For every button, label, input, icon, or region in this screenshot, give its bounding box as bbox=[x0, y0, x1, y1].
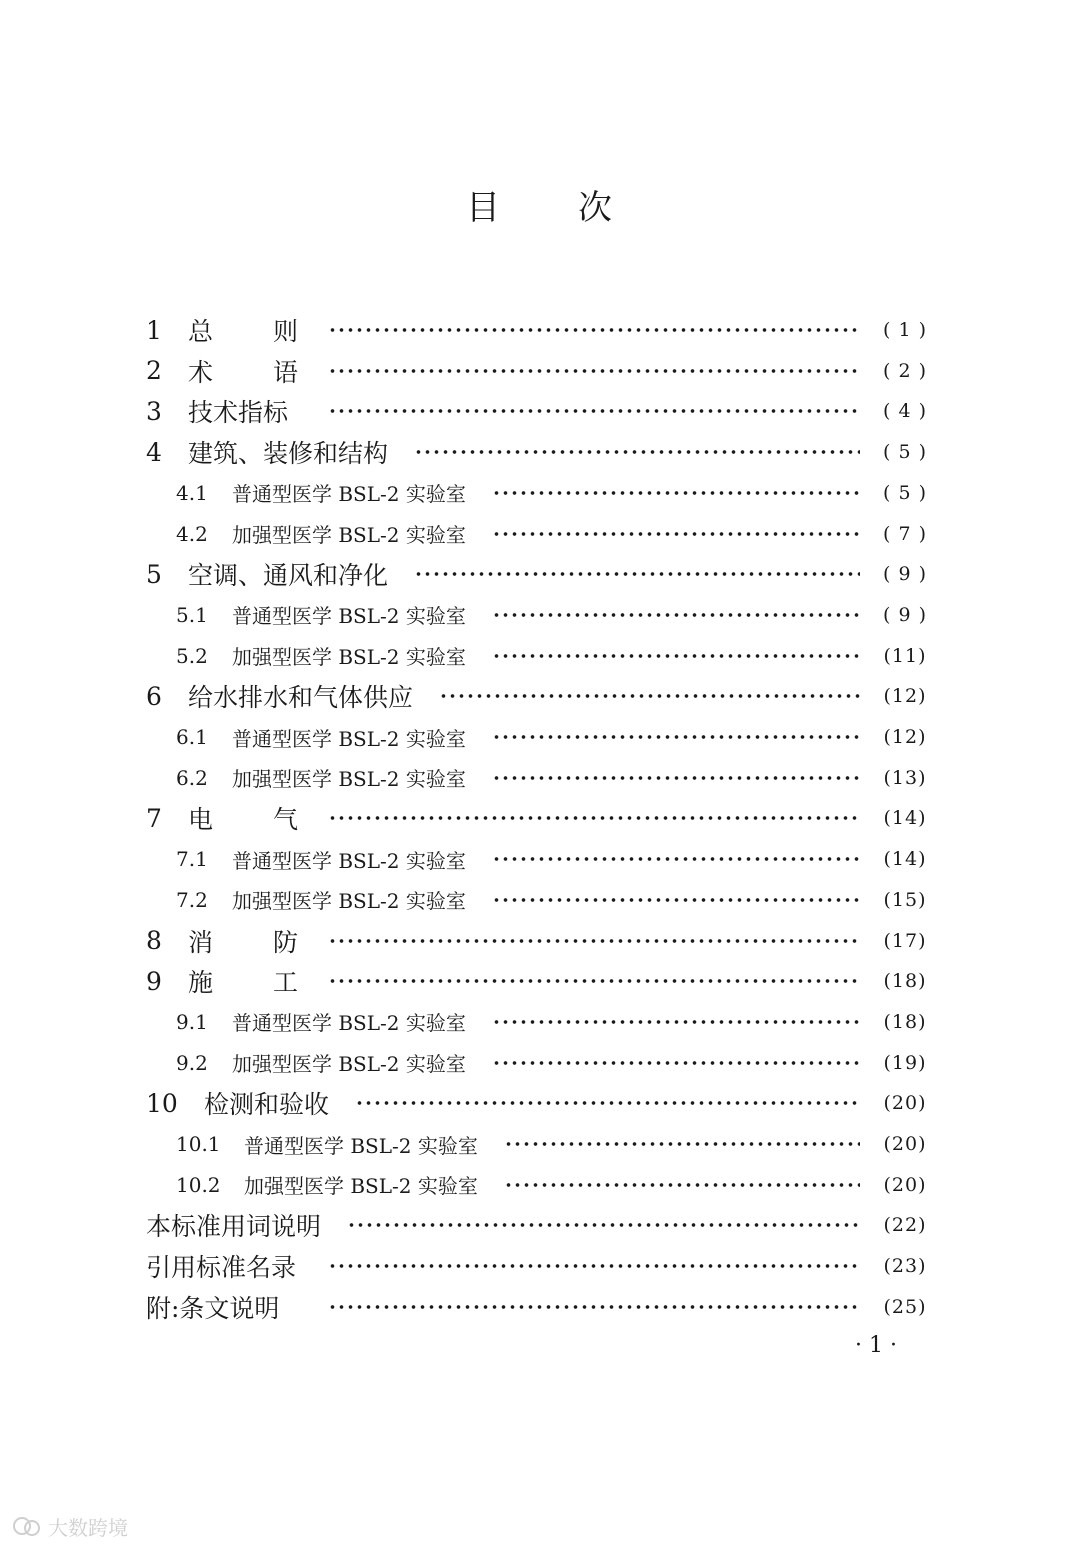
leader-dots bbox=[504, 1141, 860, 1147]
toc-title: 给水排水和气体供应 bbox=[188, 683, 414, 713]
leader-dots bbox=[328, 978, 860, 984]
toc-label bbox=[146, 353, 298, 389]
toc-number: 5 bbox=[146, 559, 162, 589]
toc-entry[interactable] bbox=[0, 961, 1080, 1001]
toc-number: 5.2 bbox=[176, 643, 208, 668]
toc-number: 6.2 bbox=[176, 765, 208, 790]
toc-page-number: (22) bbox=[883, 1214, 927, 1237]
toc-title: 加强型医学 BSL-2 实验室 bbox=[232, 1052, 466, 1077]
toc-title bbox=[188, 800, 298, 836]
leader-dots bbox=[492, 775, 860, 781]
toc-label bbox=[146, 678, 413, 714]
toc-title-char: 术 bbox=[188, 357, 214, 387]
toc-label bbox=[146, 800, 298, 836]
toc-title: 加强型医学 BSL-2 实验室 bbox=[232, 767, 466, 792]
toc-title-char: 总 bbox=[188, 317, 214, 346]
toc-label bbox=[176, 763, 466, 792]
toc-page-number: ( 9 ) bbox=[883, 563, 927, 586]
toc-page-number: ( 4 ) bbox=[883, 400, 927, 423]
toc-number: 6.1 bbox=[176, 725, 208, 749]
toc-number: 7.1 bbox=[176, 847, 208, 872]
leader-dots bbox=[328, 1304, 860, 1310]
toc-subentry[interactable] bbox=[0, 717, 1080, 757]
toc-page-number: (12) bbox=[883, 726, 927, 748]
page-number: · 1 · bbox=[855, 1333, 897, 1358]
leader-dots bbox=[492, 734, 860, 740]
toc-subentry[interactable] bbox=[0, 595, 1080, 635]
title-char-2: 次 bbox=[578, 188, 614, 228]
toc-label bbox=[146, 434, 388, 470]
leader-dots bbox=[328, 1263, 860, 1269]
toc-label bbox=[176, 641, 466, 670]
toc-title-char: 消 bbox=[188, 927, 214, 957]
leader-dots bbox=[492, 612, 860, 618]
toc-title-char: 防 bbox=[272, 927, 298, 957]
leader-dots bbox=[504, 1182, 860, 1188]
toc-label bbox=[176, 1130, 478, 1159]
toc-title: 加强型医学 BSL-2 实验室 bbox=[244, 1174, 478, 1199]
toc-entry[interactable] bbox=[0, 1083, 1080, 1123]
toc-label bbox=[146, 923, 298, 959]
toc-title-char: 语 bbox=[272, 357, 298, 387]
toc-subentry[interactable] bbox=[0, 1165, 1080, 1205]
toc-number: 2 bbox=[146, 356, 162, 386]
toc-subentry[interactable] bbox=[0, 473, 1080, 513]
toc-number: 3 bbox=[146, 396, 162, 426]
leader-dots bbox=[328, 327, 860, 333]
toc-label bbox=[176, 519, 466, 548]
toc-label bbox=[176, 885, 466, 914]
toc-title: 加强型医学 BSL-2 实验室 bbox=[232, 523, 466, 547]
leader-dots bbox=[492, 1060, 860, 1066]
toc-number: 8 bbox=[146, 926, 162, 955]
toc-label bbox=[146, 963, 298, 999]
toc-entry[interactable] bbox=[0, 310, 1080, 350]
wechat-logo-icon bbox=[12, 1516, 42, 1538]
toc-page-number: (18) bbox=[883, 1010, 927, 1033]
toc-subentry[interactable] bbox=[0, 514, 1080, 554]
toc-title-char: 则 bbox=[272, 317, 298, 346]
toc-number: 4.1 bbox=[176, 480, 208, 505]
toc-entry[interactable] bbox=[0, 676, 1080, 716]
toc-title: 空调、通风和净化 bbox=[188, 561, 389, 591]
toc-page-number: ( 9 ) bbox=[883, 603, 927, 626]
toc-number: 10 bbox=[146, 1088, 178, 1118]
toc-title: 普通型医学 BSL-2 实验室 bbox=[232, 726, 466, 751]
toc-entry[interactable] bbox=[0, 391, 1080, 431]
toc-entry[interactable] bbox=[0, 554, 1080, 594]
toc-label bbox=[146, 393, 288, 429]
toc-number: 5.1 bbox=[176, 602, 208, 627]
toc-page-number: (18) bbox=[883, 970, 927, 993]
toc-title bbox=[188, 963, 298, 999]
toc-page-number: (19) bbox=[883, 1051, 927, 1074]
toc-title: 普通型医学 BSL-2 实验室 bbox=[244, 1133, 478, 1158]
toc-page-number: (14) bbox=[883, 848, 927, 871]
leader-dots bbox=[492, 531, 860, 537]
toc-number: 9.1 bbox=[176, 1009, 208, 1034]
toc-page-number: (23) bbox=[883, 1255, 927, 1278]
title-char-1: 目 bbox=[466, 188, 502, 228]
leader-dots bbox=[492, 1019, 860, 1025]
toc-number: 6 bbox=[146, 681, 162, 711]
leader-dots bbox=[328, 368, 860, 374]
leader-dots bbox=[328, 938, 860, 944]
leader-dots bbox=[492, 653, 860, 659]
toc-entry[interactable] bbox=[0, 1246, 1080, 1286]
toc-title-char: 气 bbox=[272, 805, 298, 835]
toc-label bbox=[146, 1248, 296, 1284]
toc-number: 4 bbox=[146, 437, 162, 467]
toc-number: 1 bbox=[146, 315, 162, 345]
toc-page-number: (17) bbox=[883, 929, 927, 952]
toc-label bbox=[176, 600, 466, 629]
toc-page-number: (20) bbox=[883, 1133, 927, 1155]
toc-entry[interactable] bbox=[0, 432, 1080, 472]
toc-number: 7 bbox=[146, 803, 162, 833]
leader-dots bbox=[492, 897, 860, 903]
leader-dots bbox=[414, 449, 860, 455]
leader-dots bbox=[347, 1222, 860, 1228]
toc-number: 7.2 bbox=[176, 887, 208, 912]
toc-entry[interactable] bbox=[0, 351, 1080, 391]
toc-subentry[interactable] bbox=[0, 880, 1080, 920]
toc-title bbox=[188, 923, 298, 959]
toc-page-number: (13) bbox=[883, 766, 927, 789]
toc-title: 加强型医学 BSL-2 实验室 bbox=[232, 645, 466, 670]
toc-entry[interactable] bbox=[0, 1205, 1080, 1245]
toc-title-char: 电 bbox=[188, 805, 214, 835]
toc-title: 普通型医学 BSL-2 实验室 bbox=[232, 482, 466, 507]
toc-entry[interactable] bbox=[0, 798, 1080, 838]
leader-dots bbox=[492, 856, 860, 862]
toc-label bbox=[146, 556, 388, 592]
toc-title: 普通型医学 BSL-2 实验室 bbox=[232, 604, 466, 629]
toc-page-number: ( 2 ) bbox=[883, 359, 927, 382]
toc-subentry[interactable] bbox=[0, 636, 1080, 676]
toc-label bbox=[146, 1207, 321, 1243]
leader-dots bbox=[328, 408, 860, 414]
watermark-text: 大数跨境 bbox=[48, 1516, 128, 1540]
toc-number: 9.2 bbox=[176, 1050, 208, 1075]
toc-label bbox=[146, 312, 298, 348]
leader-dots bbox=[439, 693, 860, 699]
toc-page-number: ( 5 ) bbox=[883, 441, 927, 464]
toc-label bbox=[176, 845, 466, 874]
toc-subentry[interactable] bbox=[0, 839, 1080, 879]
toc-title: 附:条文说明 bbox=[146, 1293, 280, 1323]
toc-title-char: 工 bbox=[272, 968, 298, 998]
toc-title-char: 施 bbox=[188, 968, 214, 998]
toc-title bbox=[188, 353, 298, 389]
toc-title: 加强型医学 BSL-2 实验室 bbox=[232, 889, 466, 914]
leader-dots bbox=[355, 1100, 860, 1106]
toc-label bbox=[176, 1048, 466, 1077]
toc-title: 建筑、装修和结构 bbox=[188, 439, 389, 469]
toc-subentry[interactable] bbox=[0, 1043, 1080, 1083]
watermark bbox=[12, 1512, 128, 1541]
toc-title: 普通型医学 BSL-2 实验室 bbox=[232, 848, 466, 873]
toc-subentry[interactable] bbox=[0, 758, 1080, 798]
toc-subentry[interactable] bbox=[0, 1124, 1080, 1164]
toc-label bbox=[146, 1289, 279, 1325]
toc-number: 4.2 bbox=[176, 521, 208, 546]
toc-page-number: (15) bbox=[883, 888, 927, 911]
toc-page-number: (20) bbox=[883, 1092, 927, 1115]
toc-label bbox=[176, 1007, 466, 1036]
toc-title: 普通型医学 BSL-2 实验室 bbox=[232, 1011, 466, 1036]
leader-dots bbox=[414, 571, 860, 577]
toc-label bbox=[176, 1170, 478, 1199]
toc-page-number: ( 5 ) bbox=[883, 481, 927, 504]
toc-label bbox=[176, 478, 466, 507]
toc-page-number: (11) bbox=[883, 644, 927, 667]
leader-dots bbox=[328, 815, 860, 821]
toc-title: 技术指标 bbox=[188, 398, 289, 428]
toc-page-number: ( 7 ) bbox=[883, 522, 927, 545]
toc-entry[interactable] bbox=[0, 1287, 1080, 1327]
toc-label bbox=[146, 1085, 329, 1121]
toc-label bbox=[176, 723, 466, 752]
toc-page-number: (12) bbox=[883, 685, 927, 708]
toc-number: 9 bbox=[146, 966, 162, 996]
toc-page-number: (25) bbox=[883, 1295, 927, 1318]
toc-page-number: (14) bbox=[883, 807, 927, 830]
toc-number: 10.1 bbox=[176, 1132, 221, 1156]
toc-subentry[interactable] bbox=[0, 1002, 1080, 1042]
toc-page-number: ( 1 ) bbox=[883, 319, 927, 341]
page-title bbox=[0, 180, 1080, 229]
toc-title: 引用标准名录 bbox=[146, 1253, 297, 1283]
toc-title: 本标准用词说明 bbox=[146, 1212, 322, 1242]
toc-title: 检测和验收 bbox=[204, 1090, 330, 1120]
toc-entry[interactable] bbox=[0, 921, 1080, 961]
toc-number: 10.2 bbox=[176, 1172, 221, 1197]
toc-page-number: (20) bbox=[883, 1173, 927, 1196]
leader-dots bbox=[492, 490, 860, 496]
toc-title bbox=[188, 312, 298, 348]
